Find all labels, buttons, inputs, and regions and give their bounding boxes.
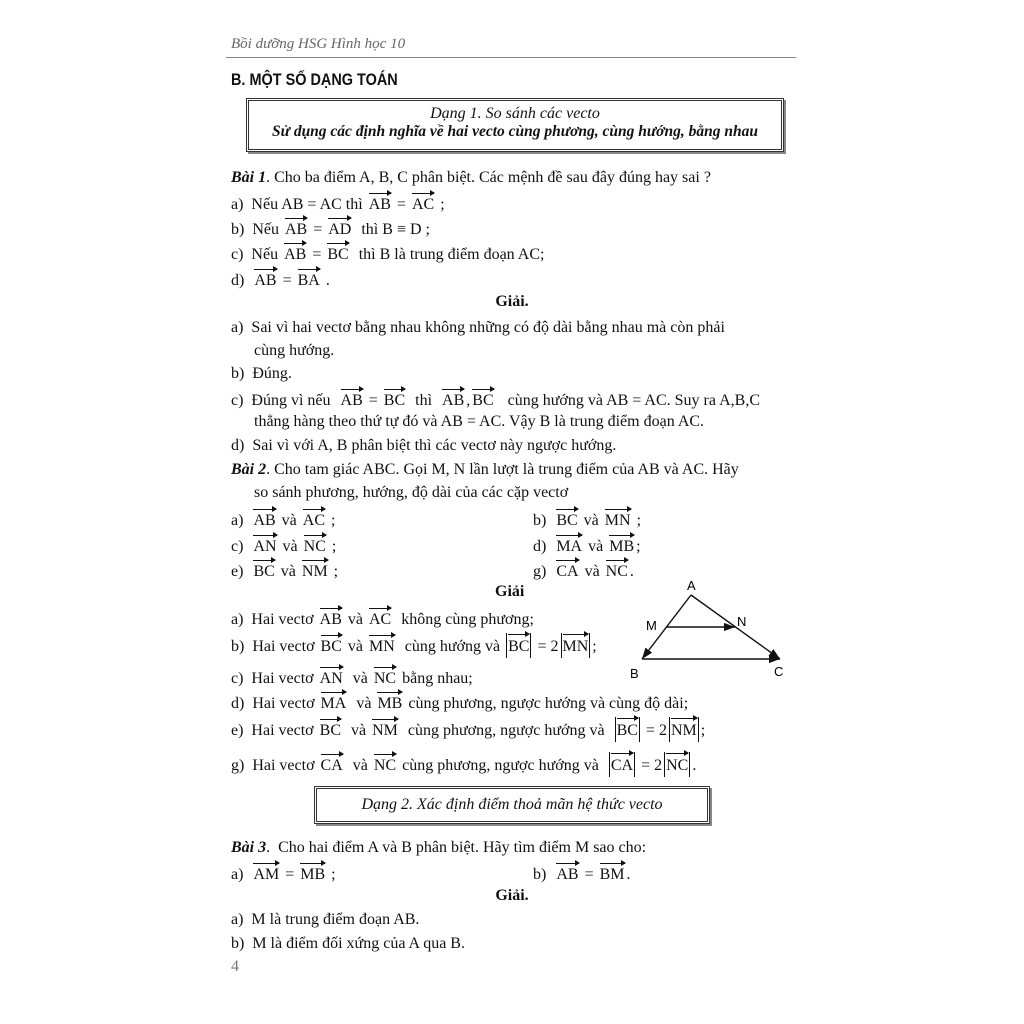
dang-2-box (314, 786, 710, 824)
text-line (231, 460, 739, 480)
text: không cùng phương; (393, 611, 534, 628)
vector: MN (563, 633, 589, 658)
vector: AC (303, 508, 325, 531)
text: cùng phương, ngược hướng và (399, 722, 613, 739)
text-line (231, 934, 465, 954)
text: . (626, 866, 631, 883)
vector: AB (369, 192, 391, 215)
text-line (231, 242, 544, 265)
text: = (308, 246, 326, 263)
text: b) Đúng. (231, 365, 292, 382)
text: so sánh phương, hướng, độ dài của các cặp vectơ (254, 484, 569, 501)
label-b: B (630, 666, 639, 681)
text: c) Hai vectơ (231, 670, 318, 687)
exercise-label: Bài 2 (231, 461, 267, 478)
label-m: M (646, 618, 657, 633)
text: ; (327, 866, 336, 883)
text: b) (533, 512, 555, 529)
text: và (342, 722, 371, 739)
vector: NM (671, 717, 697, 742)
text-line (231, 534, 336, 557)
text-line (254, 341, 334, 361)
text-line (533, 862, 631, 885)
text: . Cho hai điểm A và B phân biệt. Hãy tìm điểm M sao cho: (266, 839, 647, 856)
text: và (278, 538, 302, 555)
text: bằng nhau; (398, 670, 473, 687)
text: cùng hướng. (254, 342, 335, 359)
vector: AB (284, 242, 306, 265)
text-line (231, 192, 445, 215)
text: và (344, 670, 372, 687)
text: và (344, 757, 372, 774)
text: và (276, 563, 300, 580)
text: và (277, 512, 301, 529)
vector: MB (377, 691, 402, 714)
text: và (348, 695, 376, 712)
text: ; (327, 538, 337, 555)
text-line (533, 508, 641, 531)
text: g) (533, 563, 555, 580)
header-rule (226, 57, 796, 58)
vector: MA (556, 534, 582, 557)
vector: BC (508, 633, 529, 658)
vector: NM (302, 559, 328, 582)
label-n: N (737, 614, 747, 629)
page-number: 4 (231, 958, 239, 975)
section-heading: B. MỘT SỐ DẠNG TOÁN (231, 70, 398, 89)
text: e) Hai vectơ (231, 722, 318, 739)
text: và (579, 512, 603, 529)
text: = (281, 866, 299, 883)
vector: AB (341, 388, 363, 411)
vector-magnitude (506, 633, 531, 658)
text-line (231, 910, 419, 930)
text: b) Hai vectơ (231, 638, 319, 655)
text: = (364, 392, 382, 409)
text: g) Hai vectơ (231, 757, 319, 774)
text: = (278, 272, 296, 289)
text: . (321, 272, 330, 289)
text: ; (636, 538, 641, 555)
vector: BC (556, 508, 577, 531)
text: ; (632, 512, 642, 529)
vector: NC (606, 559, 628, 582)
text-line (231, 559, 338, 582)
text-line (231, 388, 760, 411)
text: cùng hướng và (396, 638, 505, 655)
text: . Cho tam giác ABC. Gọi M, N lần lượt là trung điểm của AB và AC. Hãy (266, 461, 739, 478)
exercise-label: Bài 3 (231, 839, 267, 856)
text: c) Nếu (231, 246, 283, 263)
text: = (580, 866, 598, 883)
text: cùng phương, ngược hướng và cùng độ dài; (404, 695, 689, 712)
text: = (392, 196, 410, 213)
vector: BC (384, 388, 405, 411)
text: . (629, 563, 634, 580)
solution-heading: Giải (495, 583, 525, 600)
vector: BC (253, 559, 274, 582)
vector: MA (321, 691, 347, 714)
text-line (231, 364, 292, 384)
vector-magnitude (664, 752, 690, 777)
text: = 2 (637, 757, 663, 774)
text: b) M là điểm đối xứng của A qua B. (231, 935, 465, 952)
text-line (231, 436, 616, 456)
text-line (231, 691, 688, 714)
dang-2-title: Dạng 2. Xác định điểm thoả mãn hệ thức vecto (361, 796, 663, 813)
text: . (692, 757, 697, 774)
vector: AB (442, 388, 464, 411)
text: d) Sai vì với A, B phân biệt thì các vectơ này ngược hướng. (231, 437, 617, 454)
text: và (343, 638, 367, 655)
vector: CA (321, 753, 343, 776)
vector-magnitude (615, 717, 640, 742)
text: e) (231, 563, 252, 580)
text: d) (533, 538, 555, 555)
text: ; (700, 722, 706, 739)
vector: BC (321, 634, 342, 657)
text: ; (329, 563, 339, 580)
text: a) (231, 866, 252, 883)
vector: NC (374, 666, 396, 689)
text: . Cho ba điểm A, B, C phân biệt. Các mệnh đề sau đây đúng hay sai ? (266, 169, 711, 186)
solution-heading: Giải. (495, 887, 529, 904)
vector: NC (374, 753, 396, 776)
text: b) Nếu (231, 221, 283, 238)
text-line (231, 508, 335, 531)
dang-1-box (246, 98, 784, 152)
text: a) Hai vectơ (231, 611, 318, 628)
running-header: Bồi dưỡng HSG Hình học 10 (231, 36, 406, 52)
vector: AC (412, 192, 434, 215)
text: d) Hai vectơ (231, 695, 319, 712)
text-line (0, 292, 1024, 312)
text: cùng hướng và AB = AC. Suy ra A,B,C (495, 392, 760, 409)
dang-1-subtitle: Sử dụng các định nghĩa về hai vecto cùng phương, cùng hướng, bằng nhau (272, 123, 758, 140)
vector: AD (328, 217, 351, 240)
text: cùng phương, ngược hướng và (398, 757, 607, 774)
text: , (466, 392, 471, 409)
vector: MB (300, 862, 325, 885)
text-line (231, 862, 336, 885)
vector: MN (605, 508, 631, 531)
vector: NM (372, 718, 398, 741)
vector: NC (304, 534, 326, 557)
text: thì B ≡ D ; (353, 221, 430, 238)
solution-heading: Giải. (495, 293, 529, 310)
text-line (231, 217, 430, 240)
text-line (231, 268, 330, 291)
vector: AN (253, 534, 276, 557)
exercise-label: Bài 1 (231, 169, 267, 186)
triangle-diagram (620, 575, 800, 685)
text: = (309, 221, 327, 238)
text-line (231, 666, 473, 689)
text-line (254, 483, 568, 503)
vector: AB (254, 268, 276, 291)
text: và (584, 538, 608, 555)
text: ; (592, 638, 597, 655)
text: b) (533, 866, 555, 883)
label-c: C (774, 664, 784, 679)
text-line (533, 534, 641, 557)
vector: AM (253, 862, 279, 885)
text: thì B là trung điểm đoạn AC; (350, 246, 545, 263)
text: a) Nếu AB = AC thì (231, 196, 367, 213)
text: ; (436, 196, 445, 213)
vector-magnitude (609, 752, 635, 777)
text: c) (231, 538, 252, 555)
dang-1-title: Dạng 1. So sánh các vecto (430, 105, 600, 122)
vector: BC (327, 242, 348, 265)
vector: AB (556, 862, 578, 885)
vector: AC (369, 607, 391, 630)
vector-magnitude (561, 633, 591, 658)
vector: AN (320, 666, 343, 689)
text-line (231, 607, 534, 630)
vector: BM (600, 862, 625, 885)
vector: MB (609, 534, 634, 557)
text: d) (231, 272, 253, 289)
text: a) (231, 512, 252, 529)
text-line (231, 717, 705, 742)
vector: NC (666, 752, 688, 777)
vector: BC (320, 718, 341, 741)
vector: AB (285, 217, 307, 240)
text-line (533, 559, 634, 582)
text-line (231, 168, 711, 188)
text: và (580, 563, 604, 580)
text-line (0, 886, 1024, 906)
vector: BA (298, 268, 320, 291)
text-line (231, 633, 597, 658)
text: c) Đúng vì nếu (231, 392, 339, 409)
vector: AB (320, 607, 342, 630)
text-line (231, 752, 696, 777)
text: a) M là trung điểm đoạn AB. (231, 911, 420, 928)
text-line (231, 318, 725, 338)
text-line (254, 412, 704, 432)
text: ; (327, 512, 336, 529)
text: = 2 (641, 722, 667, 739)
text: thì (407, 392, 441, 409)
vector: MN (369, 634, 395, 657)
vector: BC (617, 717, 638, 742)
text: a) Sai vì hai vectơ bằng nhau không những có độ dài bằng nhau mà còn phải (231, 319, 725, 336)
text: = 2 (533, 638, 559, 655)
vector: BC (472, 388, 493, 411)
vector: AB (253, 508, 275, 531)
text-line (495, 582, 524, 602)
vector: CA (611, 752, 633, 777)
text: và (343, 611, 367, 628)
label-a: A (687, 578, 696, 593)
text-line (231, 838, 646, 858)
vector: CA (556, 559, 578, 582)
text: thẳng hàng theo thứ tự đó và AB = AC. Vậy B là trung điểm đoạn AC. (254, 413, 705, 430)
vector-magnitude (669, 717, 699, 742)
